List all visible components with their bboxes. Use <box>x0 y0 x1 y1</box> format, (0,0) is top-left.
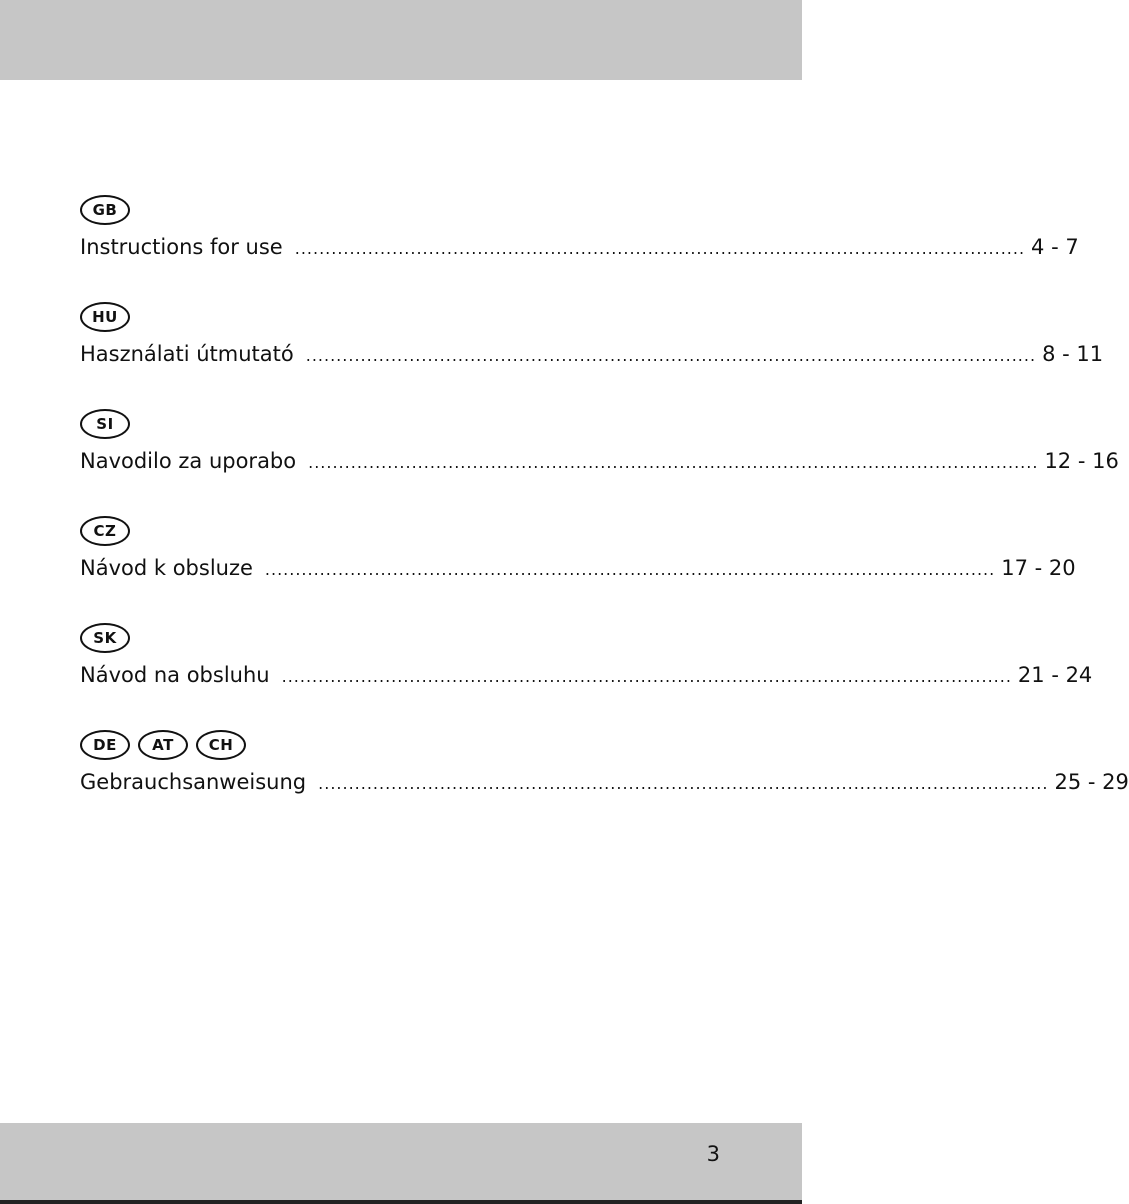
toc-line <box>80 342 1104 366</box>
country-badge: SI <box>80 409 130 439</box>
dot-leader: ........................................................................................................................ <box>308 453 1039 472</box>
toc-line <box>80 235 1079 259</box>
header-band <box>0 0 802 80</box>
toc-entry <box>80 409 1119 473</box>
toc-pages: 4 - 7 <box>1031 235 1079 259</box>
footer-band <box>0 1123 802 1200</box>
toc-entry <box>80 516 1076 580</box>
toc-entry <box>80 195 1079 259</box>
toc-entry <box>80 730 1129 794</box>
country-badges <box>80 409 722 439</box>
toc-line <box>80 663 1093 687</box>
country-badge: AT <box>138 730 188 760</box>
toc-line <box>80 449 1119 473</box>
page-number: 3 <box>706 1142 720 1166</box>
country-badges <box>80 302 722 332</box>
toc-pages: 12 - 16 <box>1044 449 1119 473</box>
dot-leader: ........................................................................................................................ <box>294 239 1026 258</box>
dot-leader: ........................................................................................................................ <box>305 346 1037 365</box>
toc-entry <box>80 623 1093 687</box>
toc-title: Návod k obsluze <box>80 556 253 580</box>
dot-leader: ........................................................................................................................ <box>281 667 1012 686</box>
country-badges <box>80 195 722 225</box>
toc-entry <box>80 302 1104 366</box>
toc-title: Használati útmutató <box>80 342 294 366</box>
country-badge: GB <box>80 195 130 225</box>
toc-title: Instructions for use <box>80 235 283 259</box>
toc-pages: 17 - 20 <box>1001 556 1076 580</box>
toc-pages: 8 - 11 <box>1042 342 1104 366</box>
country-badges <box>80 623 722 653</box>
country-badges <box>80 516 722 546</box>
toc-line <box>80 556 1076 580</box>
dot-leader: ........................................................................................................................ <box>264 560 996 579</box>
country-badge: DE <box>80 730 130 760</box>
toc-title: Návod na obsluhu <box>80 663 270 687</box>
country-badge: SK <box>80 623 130 653</box>
toc-pages: 25 - 29 <box>1054 770 1129 794</box>
toc-title: Navodilo za uporabo <box>80 449 297 473</box>
country-badge: CZ <box>80 516 130 546</box>
dot-leader: ........................................................................................................................ <box>318 774 1049 793</box>
toc-title: Gebrauchsanweisung <box>80 770 307 794</box>
country-badge: HU <box>80 302 130 332</box>
toc-line <box>80 770 1129 794</box>
country-badges <box>80 730 722 760</box>
toc-pages: 21 - 24 <box>1017 663 1093 687</box>
country-badge: CH <box>196 730 246 760</box>
bottom-divider <box>0 1200 802 1204</box>
